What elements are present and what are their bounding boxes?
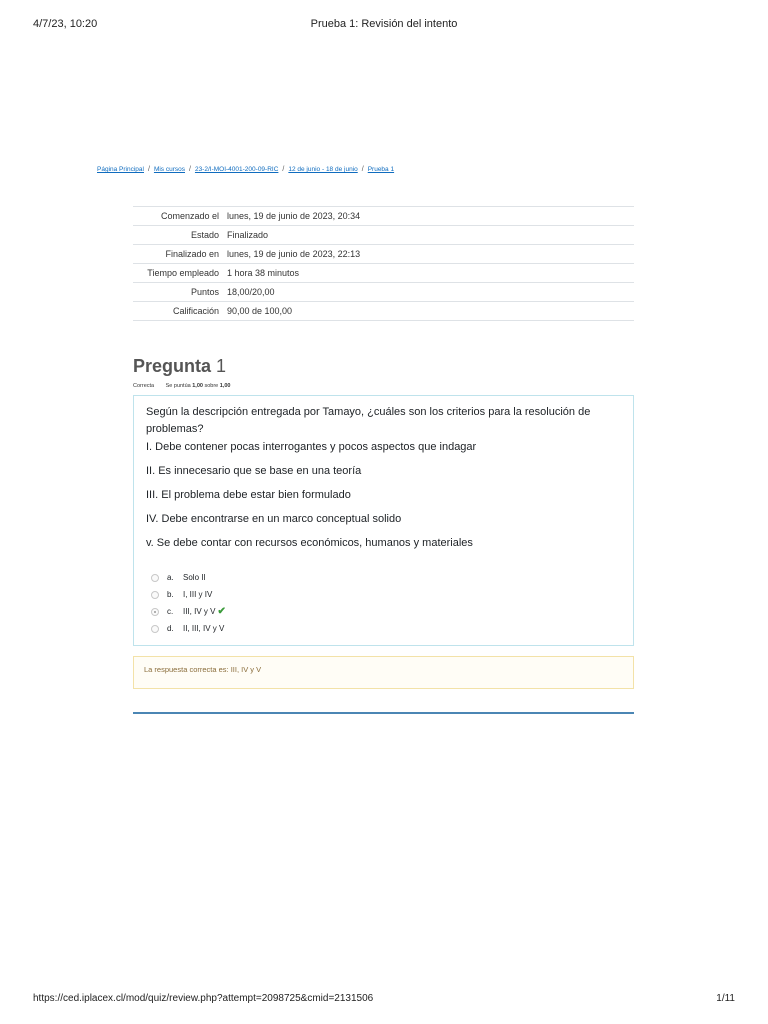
breadcrumb-separator: /: [361, 166, 364, 173]
page-number: 1/11: [716, 993, 735, 1004]
attempt-summary-table: [133, 206, 634, 321]
page-url: https://ced.iplacex.cl/mod/quiz/review.php?attempt=2098725&cmid=2131506: [33, 993, 374, 1004]
summary-row-grade: [133, 302, 634, 321]
summary-label: Comenzado el: [133, 207, 223, 226]
question-info: [133, 383, 231, 389]
question-statement: I. Debe contener pocas interrogantes y pocos aspectos que indagar: [146, 441, 477, 453]
grade-value: 1,00: [192, 383, 203, 389]
summary-label: Puntos: [133, 283, 223, 302]
option-text: III, IV y V: [183, 607, 216, 616]
radio-button-selected[interactable]: [151, 608, 159, 616]
breadcrumb-home-link[interactable]: Página Principal: [97, 166, 144, 173]
summary-row-started: [133, 207, 634, 226]
question-title-label: Pregunta: [133, 356, 212, 376]
summary-row-state: [133, 226, 634, 245]
print-footer: [33, 993, 735, 1007]
answer-options: [151, 569, 621, 637]
grade-mid: sobre: [204, 383, 219, 389]
breadcrumb: [97, 166, 394, 173]
answer-option-b[interactable]: [151, 586, 621, 603]
summary-value: lunes, 19 de junio de 2023, 22:13: [223, 245, 634, 264]
summary-label: Tiempo empleado: [133, 264, 223, 283]
option-letter: a.: [167, 573, 174, 582]
print-date: 4/7/23, 10:20: [33, 18, 98, 30]
breadcrumb-separator: /: [189, 166, 191, 173]
summary-label: Calificación: [133, 302, 223, 321]
radio-button[interactable]: [151, 625, 159, 633]
question-title: [133, 356, 226, 377]
option-text: I, III y IV: [183, 590, 213, 599]
summary-row-marks: [133, 283, 634, 302]
option-letter: c.: [167, 607, 174, 616]
correct-answer-feedback: [133, 656, 634, 689]
summary-value: 1 hora 38 minutos: [223, 264, 634, 283]
answer-option-d[interactable]: [151, 620, 621, 637]
question-statement: IV. Debe encontrarse en un marco conceptual solido: [146, 513, 402, 525]
summary-value: 18,00/20,00: [223, 283, 634, 302]
feedback-text: La respuesta correcta es: III, IV y V: [144, 665, 262, 674]
breadcrumb-separator: /: [282, 166, 285, 173]
answer-option-c[interactable]: [151, 603, 621, 620]
question-text: [146, 404, 621, 552]
question-number: 1: [216, 356, 227, 376]
question-statement: II. Es innecesario que se base en una teoría: [146, 465, 362, 477]
summary-value: Finalizado: [223, 226, 634, 245]
question-grade: [166, 383, 231, 389]
radio-button[interactable]: [151, 591, 159, 599]
grade-max: 1,00: [219, 383, 231, 389]
radio-button[interactable]: [151, 574, 159, 582]
section-divider: [133, 712, 634, 714]
summary-value: 90,00 de 100,00: [223, 302, 634, 321]
answer-option-a[interactable]: [151, 569, 621, 586]
breadcrumb-course-link[interactable]: 23-2/I-MOI-4001-200-09-RIC: [194, 166, 279, 173]
summary-row-finished: [133, 245, 634, 264]
option-text: II, III, IV y V: [183, 624, 225, 633]
question-statement: III. El problema debe estar bien formulado: [146, 489, 351, 501]
option-letter: b.: [167, 590, 174, 599]
summary-row-time-taken: [133, 264, 634, 283]
breadcrumb-separator: /: [147, 166, 150, 173]
question-statement: v. Se debe contar con recursos económicos, humanos y materiales: [146, 537, 473, 549]
option-text: Solo II: [183, 573, 206, 582]
option-letter: d.: [167, 624, 174, 633]
breadcrumb-my-courses-link[interactable]: Mis cursos: [153, 166, 185, 173]
breadcrumb-quiz-link[interactable]: Prueba 1: [367, 166, 395, 173]
question-content: [133, 395, 634, 646]
question-prompt: Según la descripción entregada por Tamayo, ¿cuáles son los criterios para la resolución de problemas?: [146, 406, 591, 435]
grade-prefix: Se puntúa: [165, 383, 191, 389]
check-icon: ✔: [217, 606, 226, 617]
summary-label: Estado: [133, 226, 223, 245]
question-state: Correcta: [133, 383, 155, 389]
summary-value: lunes, 19 de junio de 2023, 20:34: [223, 207, 634, 226]
breadcrumb-week-link[interactable]: 12 de junio - 18 de junio: [288, 166, 358, 173]
document-title: Prueba 1: Revisión del intento: [310, 18, 458, 30]
print-header: [33, 18, 735, 32]
summary-label: Finalizado en: [133, 245, 223, 264]
